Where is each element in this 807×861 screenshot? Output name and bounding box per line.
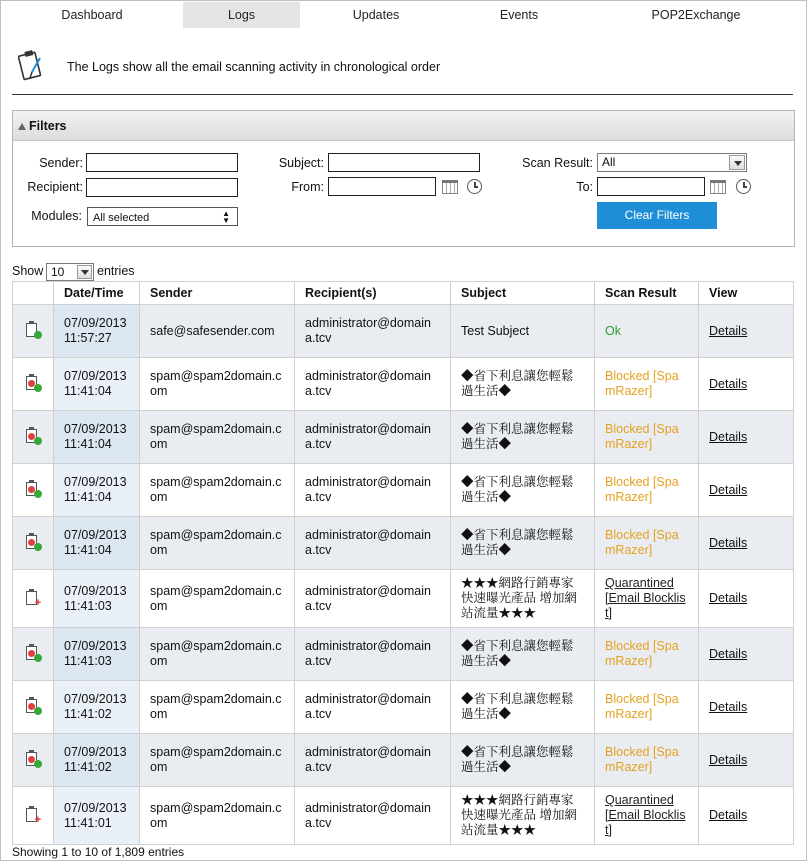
updown-arrows-icon: ▲ ▼	[222, 209, 230, 225]
to-date-input[interactable]	[597, 177, 705, 196]
result-icon-cell	[13, 628, 54, 681]
datetime-cell	[54, 681, 140, 734]
col-header-view: View	[699, 282, 794, 305]
scan-result-cell	[595, 628, 699, 681]
result-icon-cell	[13, 464, 54, 517]
scan-result-cell	[595, 464, 699, 517]
clear-filters-button[interactable]: Clear Filters	[597, 202, 717, 229]
modules-select[interactable]	[87, 207, 238, 226]
page-size-value: 10	[51, 265, 65, 279]
result-icon-cell	[13, 305, 54, 358]
table-row[interactable]	[13, 628, 794, 681]
datetime-cell	[54, 517, 140, 570]
view-cell	[699, 570, 794, 628]
recipient-cell: administrator@domaina.tcv	[295, 464, 451, 517]
result-icon-cell	[13, 734, 54, 787]
date-text: 07/09/2013	[64, 800, 127, 815]
datetime-cell	[54, 464, 140, 517]
date-text: 07/09/2013	[64, 475, 127, 489]
time-text: 11:41:04	[64, 543, 112, 557]
time-text: 11:41:01	[64, 815, 112, 830]
sender-cell: spam@spam2domain.com	[140, 570, 295, 628]
recipient-cell: administrator@domaina.tcv	[295, 517, 451, 570]
to-calendar-icon[interactable]	[710, 180, 726, 194]
scan-result-text: Blocked [SpamRazer]	[605, 639, 679, 668]
table-row[interactable]	[13, 305, 794, 358]
scan-result-value: All	[602, 155, 616, 169]
to-clock-icon[interactable]	[736, 179, 751, 194]
result-icon-cell	[13, 411, 54, 464]
from-date-input[interactable]	[328, 177, 436, 196]
datetime-cell	[54, 787, 140, 845]
collapse-triangle-icon[interactable]	[18, 123, 26, 130]
scan-result-cell	[595, 734, 699, 787]
recipient-cell: administrator@domaina.tcv	[295, 681, 451, 734]
scan-result-text[interactable]: Quarantined [Email Blocklist]	[605, 793, 686, 837]
modules-label: Modules:	[31, 209, 82, 223]
sender-cell: spam@spam2domain.com	[140, 411, 295, 464]
scan-result-cell	[595, 305, 699, 358]
view-cell	[699, 517, 794, 570]
blocked-result-icon	[25, 428, 41, 446]
recipient-cell: administrator@domaina.tcv	[295, 358, 451, 411]
from-label: From:	[291, 180, 324, 194]
date-text: 07/09/2013	[64, 583, 127, 598]
pagination-info: Showing 1 to 10 of 1,809 entries	[12, 845, 185, 859]
blocked-result-icon	[25, 375, 41, 393]
show-label: Show	[12, 264, 44, 278]
from-calendar-icon[interactable]	[442, 180, 458, 194]
col-header-sender[interactable]: Sender	[140, 282, 295, 305]
recipient-cell: administrator@domaina.tcv	[295, 628, 451, 681]
view-cell	[699, 681, 794, 734]
result-icon-cell	[13, 358, 54, 411]
dropdown-arrow-icon	[77, 265, 92, 279]
result-icon-cell	[13, 570, 54, 628]
sender-cell: spam@spam2domain.com	[140, 628, 295, 681]
date-text: 07/09/2013	[64, 692, 127, 706]
quarantined-result-icon: +	[25, 590, 41, 608]
modules-value: All selected	[93, 212, 150, 224]
date-text: 07/09/2013	[64, 316, 127, 330]
scan-result-cell	[595, 411, 699, 464]
datetime-cell	[54, 628, 140, 681]
quarantined-result-icon: +	[25, 807, 41, 825]
table-row[interactable]	[13, 464, 794, 517]
recipient-label: Recipient:	[27, 180, 83, 194]
blocked-result-icon	[25, 698, 41, 716]
subject-cell: ◆省下利息讓您輕鬆過生活◆	[451, 358, 595, 411]
divider	[12, 94, 793, 95]
scan-result-text: Blocked [SpamRazer]	[605, 692, 679, 721]
table-row[interactable]	[13, 681, 794, 734]
scan-result-text: Blocked [SpamRazer]	[605, 745, 679, 774]
table-row[interactable]	[13, 734, 794, 787]
page-size-select[interactable]	[46, 263, 94, 281]
blocked-result-icon	[25, 751, 41, 769]
time-text: 11:41:03	[64, 654, 112, 668]
table-row[interactable]	[13, 570, 794, 628]
view-cell	[699, 411, 794, 464]
sender-label: Sender:	[39, 156, 83, 170]
dropdown-arrow-icon	[729, 155, 745, 170]
details-link[interactable]: Details	[709, 699, 748, 714]
filters-header[interactable]	[13, 111, 794, 141]
scan-result-text[interactable]: Quarantined [Email Blocklist]	[605, 576, 686, 620]
datetime-cell	[54, 305, 140, 358]
tab-updates[interactable]: Updates	[352, 8, 400, 22]
sender-cell: safe@safesender.com	[140, 305, 295, 358]
scan-result-cell	[595, 358, 699, 411]
date-text: 07/09/2013	[64, 528, 127, 542]
date-text: 07/09/2013	[64, 639, 127, 653]
view-cell	[699, 464, 794, 517]
details-link[interactable]: Details	[709, 752, 748, 767]
time-text: 11:41:02	[64, 707, 112, 721]
time-text: 11:41:04	[64, 437, 112, 451]
date-text: 07/09/2013	[64, 422, 127, 436]
logs-table	[12, 281, 794, 845]
scan-result-label: Scan Result:	[522, 156, 593, 170]
col-header-icon	[13, 282, 54, 305]
datetime-cell	[54, 358, 140, 411]
tab-logs[interactable]: Logs	[183, 2, 300, 28]
subject-cell: Test Subject	[451, 305, 595, 358]
table-row[interactable]	[13, 358, 794, 411]
ok-result-icon	[25, 322, 41, 340]
recipient-cell: administrator@domaina.tcv	[295, 411, 451, 464]
intro-description: The Logs show all the email scanning activity in chronological order	[67, 60, 441, 74]
blocked-result-icon	[25, 534, 41, 552]
subject-label: Subject:	[278, 156, 324, 170]
details-link[interactable]: Details	[709, 376, 748, 391]
details-link[interactable]: Details	[709, 482, 748, 497]
datetime-cell	[54, 734, 140, 787]
col-header-scan-result[interactable]: Scan Result	[595, 282, 699, 305]
scan-result-cell	[595, 681, 699, 734]
from-clock-icon[interactable]	[467, 179, 482, 194]
tab-pop2exchange[interactable]: POP2Exchange	[651, 8, 741, 22]
view-cell	[699, 628, 794, 681]
sender-cell: spam@spam2domain.com	[140, 358, 295, 411]
subject-cell: ◆省下利息讓您輕鬆過生活◆	[451, 681, 595, 734]
scan-result-cell	[595, 787, 699, 845]
sender-cell: spam@spam2domain.com	[140, 464, 295, 517]
recipient-input[interactable]	[86, 178, 238, 197]
view-cell	[699, 358, 794, 411]
col-header-subject[interactable]: Subject	[451, 282, 595, 305]
filters-title: Filters	[29, 119, 67, 133]
result-icon-cell	[13, 681, 54, 734]
view-cell	[699, 734, 794, 787]
sender-cell: spam@spam2domain.com	[140, 517, 295, 570]
result-icon-cell	[13, 517, 54, 570]
details-link[interactable]: Details	[709, 429, 748, 444]
col-header-recipients[interactable]: Recipient(s)	[295, 282, 451, 305]
scan-result-cell	[595, 570, 699, 628]
recipient-cell: administrator@domaina.tcv	[295, 734, 451, 787]
scan-result-text: Blocked [SpamRazer]	[605, 422, 679, 451]
subject-input[interactable]	[328, 153, 480, 172]
scan-result-cell	[595, 517, 699, 570]
subject-cell: ◆省下利息讓您輕鬆過生活◆	[451, 464, 595, 517]
details-link[interactable]: Details	[709, 535, 748, 550]
table-row[interactable]	[13, 411, 794, 464]
details-link[interactable]: Details	[709, 323, 748, 338]
subject-cell: ★★★網路行銷專家 快速曝光產品 增加網站流量★★★	[451, 787, 595, 845]
time-text: 11:41:04	[64, 490, 112, 504]
table-row[interactable]	[13, 517, 794, 570]
result-icon-cell	[13, 787, 54, 845]
sender-cell: spam@spam2domain.com	[140, 681, 295, 734]
date-text: 07/09/2013	[64, 369, 127, 383]
subject-cell: ★★★網路行銷專家 快速曝光產品 增加網站流量★★★	[451, 570, 595, 628]
details-link[interactable]: Details	[709, 646, 748, 661]
time-text: 11:41:04	[64, 384, 112, 398]
subject-cell: ◆省下利息讓您輕鬆過生活◆	[451, 411, 595, 464]
subject-cell: ◆省下利息讓您輕鬆過生活◆	[451, 628, 595, 681]
scan-result-text: Blocked [SpamRazer]	[605, 369, 679, 398]
recipient-cell: administrator@domaina.tcv	[295, 305, 451, 358]
tab-bar	[1, 2, 806, 28]
blocked-result-icon	[25, 481, 41, 499]
subject-cell: ◆省下利息讓您輕鬆過生活◆	[451, 517, 595, 570]
sender-cell: spam@spam2domain.com	[140, 787, 295, 845]
details-link[interactable]: Details	[709, 591, 748, 605]
col-header-datetime[interactable]: Date/Time	[54, 282, 140, 305]
clipboard-icon	[18, 50, 44, 82]
scan-result-text: Ok	[605, 323, 621, 338]
entries-label: entries	[97, 264, 135, 278]
datetime-cell	[54, 570, 140, 628]
table-header-row	[13, 282, 794, 305]
date-text: 07/09/2013	[64, 745, 127, 759]
blocked-result-icon	[25, 645, 41, 663]
view-cell	[699, 305, 794, 358]
time-text: 11:41:03	[64, 598, 112, 613]
scan-result-text: Blocked [SpamRazer]	[605, 475, 679, 504]
sender-input[interactable]	[86, 153, 238, 172]
tab-events[interactable]: Events	[499, 8, 539, 22]
to-label: To:	[576, 180, 593, 194]
time-text: 11:41:02	[64, 760, 112, 774]
scan-result-text: Blocked [SpamRazer]	[605, 528, 679, 557]
sender-cell: spam@spam2domain.com	[140, 734, 295, 787]
details-link[interactable]: Details	[709, 808, 748, 822]
scan-result-select[interactable]	[597, 153, 747, 172]
datetime-cell	[54, 411, 140, 464]
recipient-cell: administrator@domaina.tcv	[295, 787, 451, 845]
time-text: 11:57:27	[64, 331, 112, 345]
tab-dashboard[interactable]: Dashboard	[61, 8, 123, 22]
subject-cell: ◆省下利息讓您輕鬆過生活◆	[451, 734, 595, 787]
view-cell	[699, 787, 794, 845]
table-row[interactable]	[13, 787, 794, 845]
recipient-cell: administrator@domaina.tcv	[295, 570, 451, 628]
